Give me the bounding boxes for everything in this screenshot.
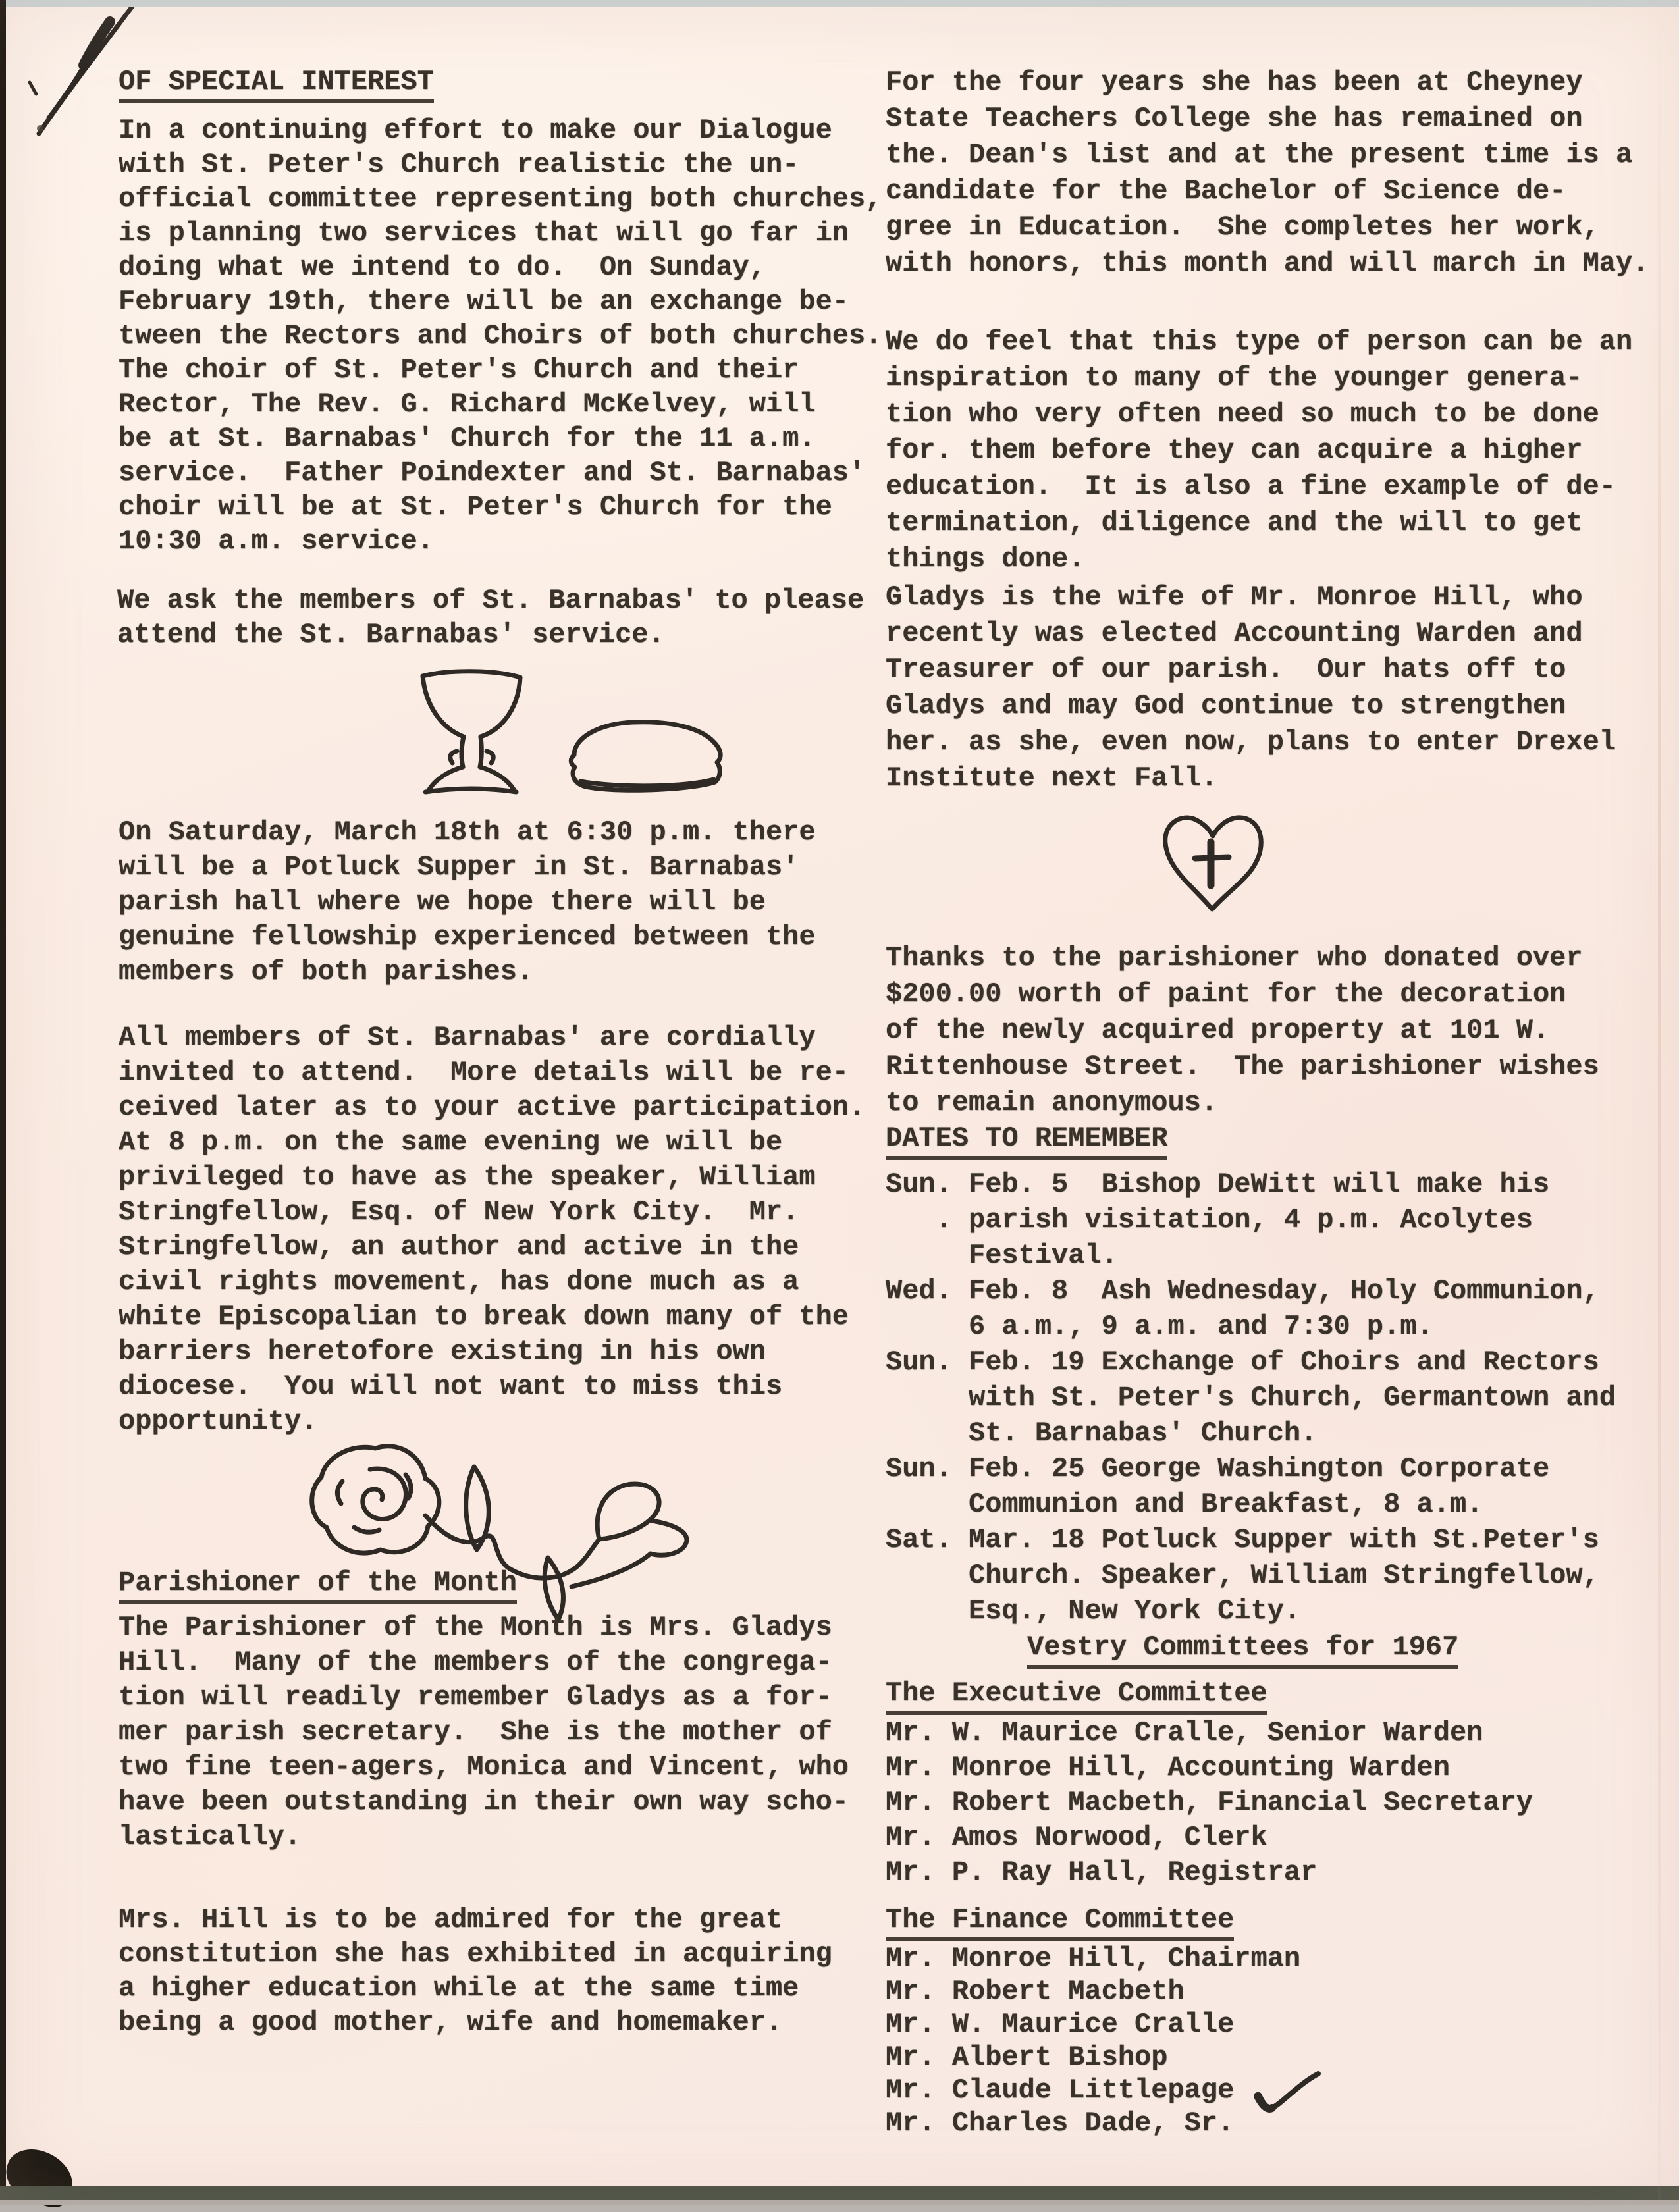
scan-edge-bottom	[0, 2186, 1679, 2201]
text-line: Church. Speaker, William Stringfellow,	[886, 1560, 1599, 1591]
text-line: Thanks to the parishioner who donated over	[886, 942, 1583, 974]
paragraph-stringfellow-speaker	[119, 1020, 865, 1439]
text-line: At 8 p.m. on the same evening we will be	[119, 1126, 783, 1158]
blue-checkmark-icon	[1248, 2066, 1327, 2119]
text-line: tween the Rectors and Choirs of both churches.	[119, 320, 882, 352]
text-line: In a continuing effort to make our Dialogue	[119, 115, 832, 146]
text-line: official committee representing both churches,	[119, 183, 882, 215]
heading-parishioner-of-month-wrap	[119, 1567, 517, 1604]
text-line: civil rights movement, has done much as a	[119, 1266, 799, 1298]
text-line: We ask the members of St. Barnabas' to please	[117, 585, 865, 616]
text-line: genuine fellowship experienced between the	[119, 921, 816, 953]
text-line: Mr. Claude Littlepage	[886, 2074, 1235, 2106]
executive-committee-list	[886, 1716, 1533, 1890]
text-line: Sun. Feb. 5 Bishop DeWitt will make his	[886, 1169, 1550, 1200]
text-line: Treasurer of our parish. Our hats off to	[886, 654, 1566, 685]
paragraph-gladys-wife	[886, 579, 1616, 797]
text-line: The choir of St. Peter's Church and their	[119, 354, 799, 386]
text-line: with St. Peter's Church, Germantown and	[886, 1382, 1616, 1413]
text-line: with honors, this month and will march in May.	[886, 248, 1649, 279]
text-line: for. them before they can acquire a higher	[886, 434, 1583, 466]
text-line: Hill. Many of the members of the congrega-	[119, 1646, 832, 1678]
text-line: members of both parishes.	[119, 956, 534, 988]
text-line: her. as she, even now, plans to enter Drexel	[886, 726, 1616, 758]
text-line: Stringfellow, an author and active in the	[119, 1231, 799, 1263]
text-line: be at St. Barnabas' Church for the 11 a.m.	[119, 423, 816, 454]
text-line: Wed. Feb. 8 Ash Wednesday, Holy Communion,	[886, 1275, 1599, 1307]
text-line: ceived later as to your active participation.	[119, 1092, 866, 1123]
section-heading: The Executive Committee	[886, 1677, 1267, 1715]
text-line: attend the St. Barnabas' service.	[117, 619, 665, 650]
dates-list	[886, 1167, 1616, 1629]
bread-icon	[571, 722, 720, 791]
text-line: education. It is also a fine example of de-	[886, 471, 1616, 502]
text-line: Sat. Mar. 18 Potluck Supper with St.Peter's	[886, 1524, 1599, 1556]
ink-smudge-icon	[16, 3, 148, 142]
text-line: mer parish secretary. She is the mother of	[119, 1716, 832, 1748]
text-line: Mr. Monroe Hill, Chairman	[886, 1943, 1301, 1974]
text-line: with St. Peter's Church realistic the un-	[119, 149, 799, 180]
text-line: privileged to have as the speaker, William	[119, 1161, 816, 1193]
text-line: gree in Education. She completes her work,	[886, 211, 1599, 243]
text-line: diocese. You will not want to miss this	[119, 1371, 783, 1402]
text-line: Mr. P. Ray Hall, Registrar	[886, 1856, 1318, 1888]
text-line: barriers heretofore existing in his own	[119, 1336, 766, 1367]
text-line: will be a Potluck Supper in St. Barnabas'	[119, 851, 799, 883]
text-line: 10:30 a.m. service.	[119, 525, 434, 557]
scan-edge-bottom-light	[0, 2200, 1679, 2205]
paragraph-cheyney-college	[886, 65, 1649, 282]
heading-of-special-interest-wrap	[119, 66, 434, 103]
text-line: February 19th, there will be an exchange be-	[119, 286, 849, 317]
text-line: For the four years she has been at Cheyney	[886, 66, 1583, 98]
paragraph-attend-service	[117, 583, 864, 652]
text-line: Communion and Breakfast, 8 a.m.	[886, 1488, 1483, 1520]
paper-crease	[1658, 0, 1661, 2205]
heading-dates-to-remember-wrap	[886, 1122, 1167, 1160]
text-line: being a good mother, wife and homemaker.	[119, 2007, 783, 2038]
text-line: constitution she has exhibited in acquiring	[119, 1938, 832, 1970]
text-line: choir will be at St. Peter's Church for the	[119, 491, 832, 523]
communion-chalice-icon	[388, 662, 757, 800]
text-line: Mr. W. Maurice Cralle, Senior Warden	[886, 1717, 1483, 1749]
text-line: a higher education while at the same time	[119, 1972, 799, 2004]
text-line: white Episcopalian to break down many of the	[119, 1301, 849, 1332]
text-line: Mrs. Hill is to be admired for the great	[119, 1904, 783, 1936]
text-line: invited to attend. More details will be re-	[119, 1057, 849, 1088]
section-heading: OF SPECIAL INTEREST	[119, 66, 434, 103]
text-line: parish hall where we hope there will be	[119, 886, 766, 918]
text-line: 6 a.m., 9 a.m. and 7:30 p.m.	[886, 1311, 1433, 1342]
scan-edge-top	[0, 0, 1679, 7]
section-heading: Parishioner of the Month	[119, 1567, 517, 1604]
text-line: The Parishioner of the Month is Mrs. Gladys	[119, 1612, 832, 1643]
heading-executive-committee-wrap	[886, 1677, 1267, 1715]
text-line: tion will readily remember Gladys as a for-	[119, 1681, 832, 1713]
paragraph-potluck-supper	[119, 815, 816, 989]
paragraph-inspiration	[886, 324, 1632, 577]
heading-finance-committee-wrap	[886, 1904, 1234, 1941]
text-line: Rector, The Rev. G. Richard McKelvey, will	[119, 388, 816, 420]
text-line: Mr. Robert Macbeth	[886, 1976, 1185, 2007]
text-line: two fine teen-agers, Monica and Vincent, who	[119, 1751, 849, 1783]
heart-cross-icon	[1154, 799, 1273, 917]
text-line: Sun. Feb. 19 Exchange of Choirs and Rectors	[886, 1346, 1599, 1378]
text-line: the. Dean's list and at the present time is a	[886, 139, 1633, 171]
text-line: St. Barnabas' Church.	[886, 1417, 1318, 1449]
text-line: tion who very often need so much to be done	[886, 398, 1599, 430]
text-line: to remain anonymous.	[886, 1087, 1218, 1119]
scan-edge-left	[0, 0, 6, 2205]
text-line: recently was elected Accounting Warden and	[886, 618, 1583, 649]
heading-vestry-committees-wrap	[1027, 1631, 1458, 1669]
text-line: Festival.	[886, 1240, 1118, 1271]
text-line: . parish visitation, 4 p.m. Acolytes	[886, 1204, 1533, 1236]
text-line: Mr. Robert Macbeth, Financial Secretary	[886, 1787, 1533, 1818]
text-line: $200.00 worth of paint for the decoration	[886, 978, 1566, 1010]
text-line: All members of St. Barnabas' are cordially	[119, 1022, 816, 1053]
text-line: inspiration to many of the younger genera-	[886, 362, 1583, 394]
paragraph-dialogue-services	[119, 113, 882, 558]
text-line: Esq., New York City.	[886, 1595, 1301, 1627]
text-line: Mr. Amos Norwood, Clerk	[886, 1822, 1267, 1853]
text-line: Sun. Feb. 25 George Washington Corporate	[886, 1453, 1550, 1485]
text-line: Stringfellow, Esq. of New York City. Mr.	[119, 1196, 799, 1228]
text-line: of the newly acquired property at 101 W.	[886, 1014, 1550, 1046]
paragraph-mrs-hill-admired	[119, 1903, 832, 2040]
text-line: Gladys and may God continue to strengthen	[886, 690, 1566, 722]
text-line: things done.	[886, 543, 1085, 575]
text-line: State Teachers College she has remained on	[886, 103, 1583, 134]
text-line: Mr. Charles Dade, Sr.	[886, 2107, 1235, 2139]
text-line: service. Father Poindexter and St. Barnabas'	[119, 457, 866, 488]
text-line: Institute next Fall.	[886, 762, 1218, 794]
section-heading: DATES TO REMEMBER	[886, 1122, 1167, 1160]
finance-committee-list	[886, 1942, 1300, 2140]
text-line: candidate for the Bachelor of Science de-	[886, 175, 1566, 207]
paragraph-gladys-hill	[119, 1610, 849, 1855]
text-line: Mr. Albert Bishop	[886, 2041, 1168, 2073]
text-line: is planning two services that will go far in	[119, 217, 849, 249]
section-heading: The Finance Committee	[886, 1904, 1234, 1941]
section-heading: Vestry Committees for 1967	[1027, 1631, 1458, 1669]
text-line: Gladys is the wife of Mr. Monroe Hill, who	[886, 581, 1583, 613]
text-line: Mr. W. Maurice Cralle	[886, 2009, 1235, 2040]
text-line: opportunity.	[119, 1406, 318, 1437]
text-line: We do feel that this type of person can be an	[886, 326, 1633, 357]
text-line: Mr. Monroe Hill, Accounting Warden	[886, 1752, 1450, 1783]
text-line: lastically.	[119, 1821, 302, 1853]
text-line: Rittenhouse Street. The parishioner wishes	[886, 1051, 1599, 1082]
text-line: have been outstanding in their own way scho-	[119, 1786, 849, 1818]
text-line: On Saturday, March 18th at 6:30 p.m. there	[119, 816, 816, 848]
text-line: termination, diligence and the will to get	[886, 507, 1583, 539]
text-line: doing what we intend to do. On Sunday,	[119, 251, 766, 283]
cross-icon	[1195, 857, 1229, 858]
paragraph-paint-donation	[886, 940, 1599, 1121]
